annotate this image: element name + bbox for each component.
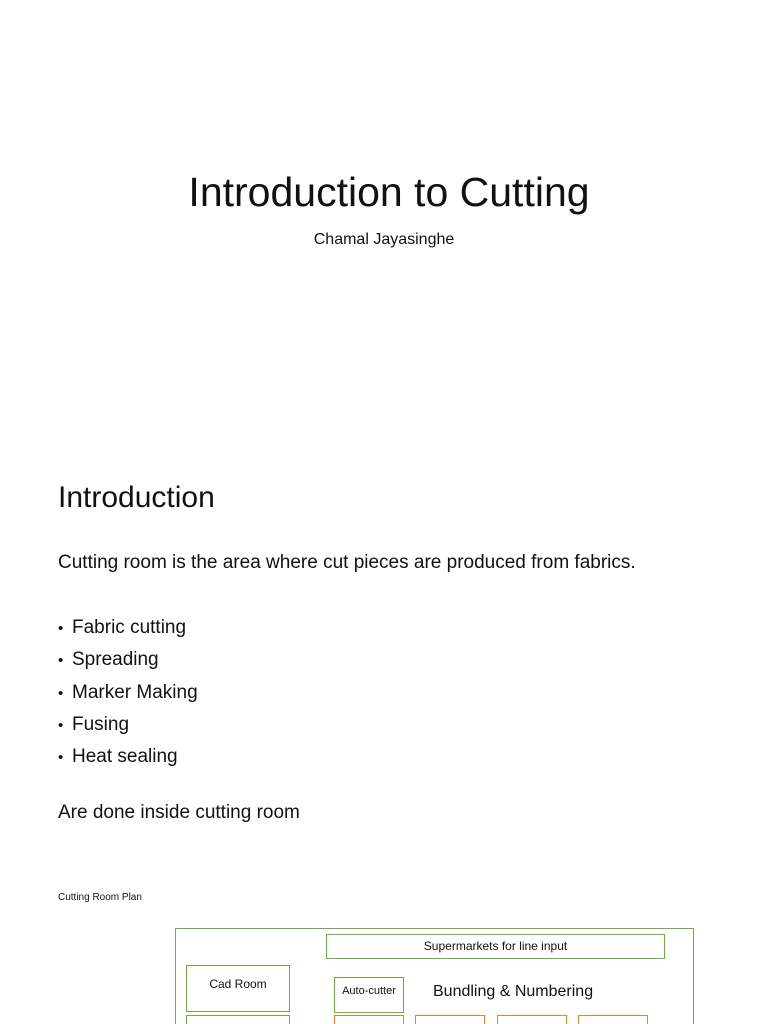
bullet-item bbox=[58, 612, 198, 644]
bullet-icon: • bbox=[58, 684, 64, 702]
plan-caption: Cutting Room Plan bbox=[58, 892, 142, 903]
bullet-icon: • bbox=[58, 620, 64, 637]
bullet-icon: • bbox=[58, 749, 64, 767]
slide-author: Chamal Jayasinghe bbox=[313, 231, 455, 248]
bullet-item bbox=[58, 709, 198, 741]
bullet-icon: • bbox=[58, 716, 64, 734]
lower-left-box bbox=[186, 1015, 290, 1024]
bullet-text: Heat sealing bbox=[72, 746, 178, 768]
closing-paragraph: Are done inside cutting room bbox=[58, 802, 300, 823]
bullet-text: Fusing bbox=[72, 713, 130, 735]
supermarkets-box: Supermarkets for line input bbox=[326, 934, 665, 959]
section-heading: Introduction bbox=[58, 481, 215, 514]
intro-paragraph: Cutting room is the area where cut pieces are produced from fabrics. bbox=[58, 552, 636, 573]
slide-title: Introduction to Cutting bbox=[188, 169, 590, 215]
bullet-text: Marker Making bbox=[72, 681, 198, 703]
bullet-icon: • bbox=[58, 652, 64, 670]
station-box bbox=[497, 1015, 567, 1024]
cad-room-box: Cad Room bbox=[186, 965, 290, 1012]
station-box bbox=[578, 1015, 648, 1024]
cutting-room-plan bbox=[175, 928, 694, 1024]
bullet-text: Spreading bbox=[72, 649, 159, 671]
bullet-item bbox=[58, 741, 198, 773]
station-box bbox=[334, 1015, 404, 1024]
station-box bbox=[415, 1015, 485, 1024]
bullet-item bbox=[58, 644, 198, 676]
auto-cutter-box: Auto-cutter bbox=[334, 977, 404, 1013]
bullet-text: Fabric cutting bbox=[72, 617, 187, 638]
bullet-item bbox=[58, 677, 198, 709]
bundling-label: Bundling & Numbering bbox=[433, 983, 594, 1000]
bullet-list bbox=[58, 612, 198, 773]
